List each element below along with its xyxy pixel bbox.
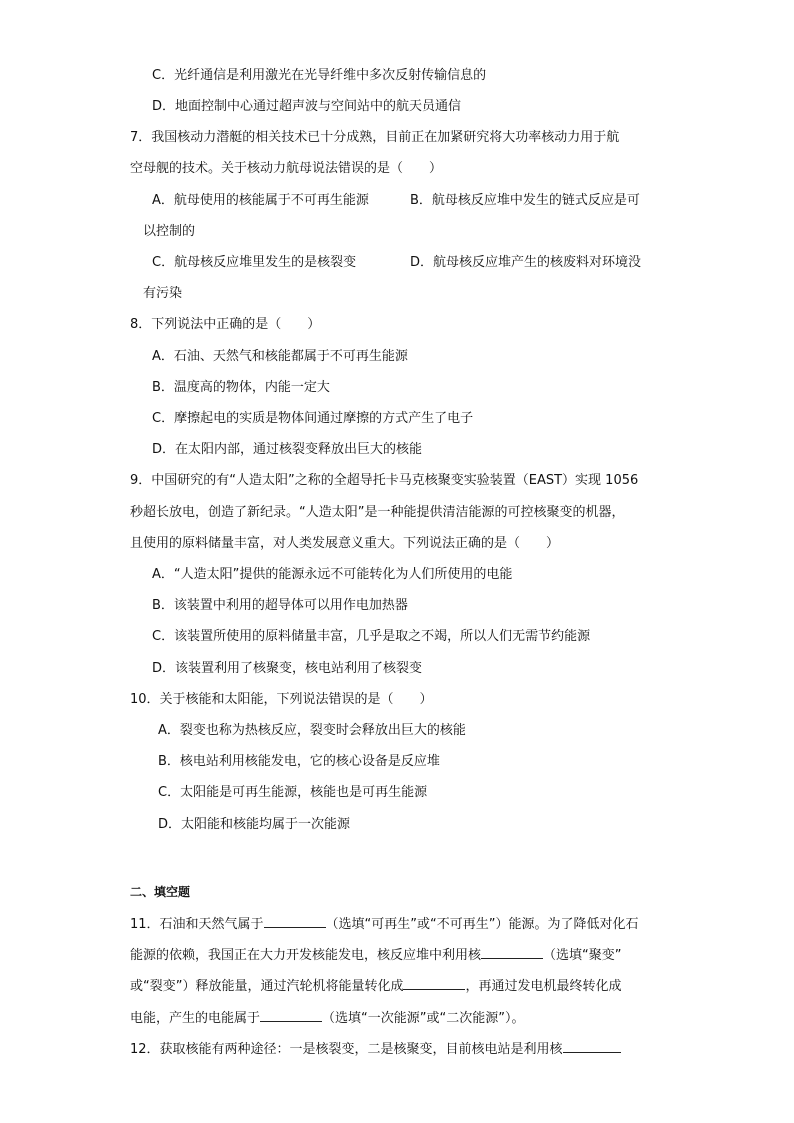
q11-line2 — [130, 944, 622, 964]
q7-option-a: A．航母使用的核能属于不可再生能源 — [152, 193, 369, 208]
section-heading-fill-in: 二、填空题 — [130, 885, 191, 899]
q9-stem-line2: 秒超长放电，创造了新纪录。“人造太阳”是一种能提供清洁能源的可控核聚变的机器， — [130, 505, 625, 520]
q11-line1 — [130, 913, 639, 933]
q10-option-d: D．太阳能和核能均属于一次能源 — [158, 817, 351, 832]
q7-stem-line1: 7．我国核动力潜艇的相关技术已十分成熟，目前正在加紧研究将大功率核动力用于航 — [130, 130, 620, 145]
q7-option-d: D．航母核反应堆产生的核废料对环境没 — [410, 255, 642, 270]
q9-stem-line1: 9．中国研究的有“人造太阳”之称的全超导托卡马克核聚变实验装置（EAST）实现 1056 — [130, 473, 639, 488]
q11-blank-2[interactable] — [481, 944, 543, 959]
q11-blank-3[interactable] — [403, 975, 465, 990]
q11-line3 — [130, 975, 622, 995]
q11-text: 11．石油和天然气属于 — [130, 917, 264, 932]
q8-option-c: C．摩擦起电的实质是物体间通过摩擦的方式产生了电子 — [152, 411, 474, 426]
q12-text: 12．获取核能有两种途径：一是核裂变，二是核聚变，目前核电站是利用核 — [130, 1042, 563, 1057]
q10-option-b: B．核电站利用核能发电，它的核心设备是反应堆 — [158, 754, 440, 769]
q11-text: ，再通过发电机最终转化成 — [465, 979, 622, 994]
q11-text: 或“裂变”）释放能量，通过汽轮机将能量转化成 — [130, 979, 404, 994]
q9-option-c: C．该装置所使用的原料储量丰富，几乎是取之不竭，所以人们无需节约能源 — [152, 629, 591, 644]
q12-line1 — [130, 1038, 621, 1058]
q7-stem-line2: 空母舰的技术。关于核动力航母说法错误的是（ ） — [130, 161, 443, 176]
q8-stem: 8．下列说法中正确的是（ ） — [130, 317, 321, 332]
q6-option-c: C．光纤通信是利用激光在光导纤维中多次反射传输信息的 — [152, 68, 487, 83]
q11-text: （选填“一次能源”或“二次能源”）。 — [322, 1011, 525, 1026]
q11-blank-4[interactable] — [260, 1007, 322, 1022]
q8-option-d: D．在太阳内部，通过核裂变释放出巨大的核能 — [152, 442, 423, 457]
q12-blank-1[interactable] — [563, 1038, 621, 1053]
q7-option-b: B．航母核反应堆中发生的链式反应是可 — [410, 193, 640, 208]
q8-option-a: A．石油、天然气和核能都属于不可再生能源 — [152, 349, 408, 364]
q11-text: （选填“聚变” — [543, 948, 622, 963]
q9-stem-line3: 且使用的原料储量丰富，对人类发展意义重大。下列说法正确的是（ ） — [130, 536, 560, 551]
q9-option-a: A．“人造太阳”提供的能源永远不可能转化为人们所使用的电能 — [152, 567, 513, 582]
q6-option-d: D．地面控制中心通过超声波与空间站中的航天员通信 — [152, 99, 462, 114]
q8-option-b: B．温度高的物体，内能一定大 — [152, 380, 330, 395]
q11-text: 能源的依赖，我国正在大力开发核能发电，核反应堆中利用核 — [130, 948, 482, 963]
q11-text: （选填“可再生”或“不可再生”）能源。为了降低对化石 — [325, 917, 639, 932]
q7-option-d-cont: 有污染 — [143, 286, 183, 301]
q10-option-a: A．裂变也称为热核反应，裂变时会释放出巨大的核能 — [158, 723, 466, 738]
q7-option-c: C．航母核反应堆里发生的是核裂变 — [152, 255, 357, 270]
q10-stem: 10．关于核能和太阳能，下列说法错误的是（ ） — [130, 692, 433, 707]
q9-option-b: B．该装置中利用的超导体可以用作电加热器 — [152, 598, 408, 613]
q10-option-c: C．太阳能是可再生能源，核能也是可再生能源 — [158, 785, 428, 800]
q9-option-d: D．该装置利用了核聚变，核电站利用了核裂变 — [152, 661, 423, 676]
q11-blank-1[interactable] — [264, 913, 326, 928]
q11-text: 电能，产生的电能属于 — [130, 1011, 261, 1026]
q7-option-b-cont: 以控制的 — [143, 224, 196, 239]
q11-line4 — [130, 1007, 524, 1027]
